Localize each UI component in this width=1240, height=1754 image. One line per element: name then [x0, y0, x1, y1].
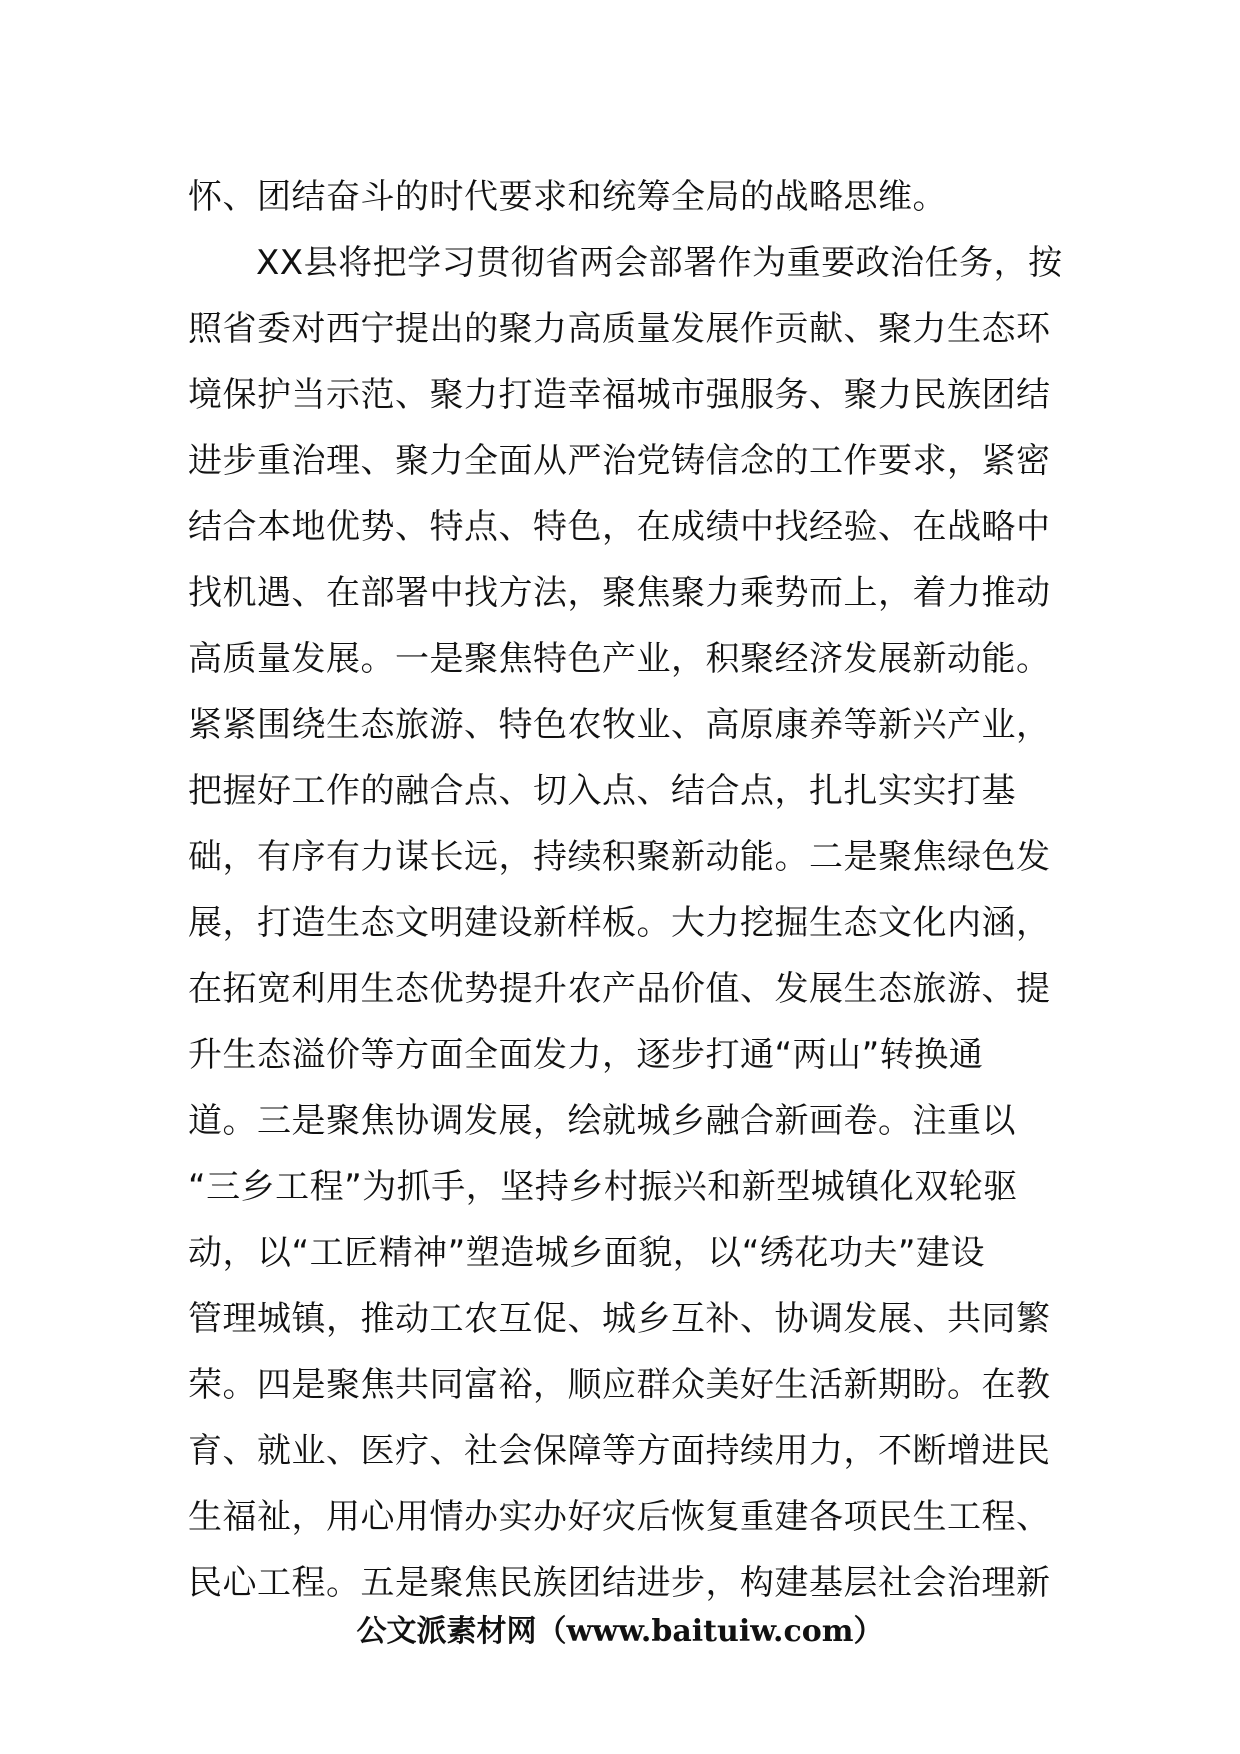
text-line: 照省委对西宁提出的聚力高质量发展作贡献、聚力生态环 — [188, 309, 1051, 349]
text-line: 境保护当示范、聚力打造幸福城市强服务、聚力民族团结 — [188, 375, 1051, 415]
text-line: 道。三是聚焦协调发展，绘就城乡融合新画卷。注重以 — [188, 1101, 1016, 1141]
text-line: 展，打造生态文明建设新样板。大力挖掘生态文化内涵， — [188, 903, 1051, 943]
text-line: 把握好工作的融合点、切入点、结合点，扎扎实实打基 — [188, 771, 1016, 811]
text-line: 在拓宽利用生态优势提升农产品价值、发展生态旅游、提 — [188, 969, 1051, 1009]
document-body — [188, 164, 1063, 1616]
text-line: 育、就业、医疗、社会保障等方面持续用力，不断增进民 — [188, 1431, 1051, 1471]
text-line: 进步重治理、聚力全面从严治党铸信念的工作要求，紧密 — [188, 441, 1051, 481]
text-line: 生福祉，用心用情办实办好灾后恢复重建各项民生工程、 — [188, 1497, 1051, 1537]
text-line: 紧紧围绕生态旅游、特色农牧业、高原康养等新兴产业， — [188, 705, 1051, 745]
text-line: 荣。四是聚焦共同富裕，顺应群众美好生活新期盼。在教 — [188, 1365, 1051, 1405]
text-line: 础，有序有力谋长远，持续积聚新动能。二是聚焦绿色发 — [188, 837, 1051, 877]
text-line: 结合本地优势、特点、特色，在成绩中找经验、在战略中 — [188, 507, 1051, 547]
page-footer-watermark: 公文派素材网（www.baituiw.com） — [356, 1614, 884, 1649]
text-line: 管理城镇，推动工农互促、城乡互补、协调发展、共同繁 — [188, 1299, 1051, 1339]
text-line: 怀、团结奋斗的时代要求和统筹全局的战略思维。 — [188, 177, 947, 217]
text-line: 升生态溢价等方面全面发力，逐步打通“两山”转换通 — [188, 1035, 984, 1075]
text-line: “三乡工程”为抓手，坚持乡村振兴和新型城镇化双轮驱 — [188, 1167, 1018, 1207]
paragraph-start-line: XX县将把学习贯彻省两会部署作为重要政治任务，按 — [256, 243, 1063, 283]
text-line: 高质量发展。一是聚焦特色产业，积聚经济发展新动能。 — [188, 639, 1051, 679]
text-line: 民心工程。五是聚焦民族团结进步，构建基层社会治理新 — [188, 1563, 1051, 1603]
text-line: 找机遇、在部署中找方法，聚焦聚力乘势而上，着力推动 — [188, 573, 1051, 613]
text-line: 动，以“工匠精神”塑造城乡面貌，以“绣花功夫”建设 — [188, 1233, 985, 1273]
